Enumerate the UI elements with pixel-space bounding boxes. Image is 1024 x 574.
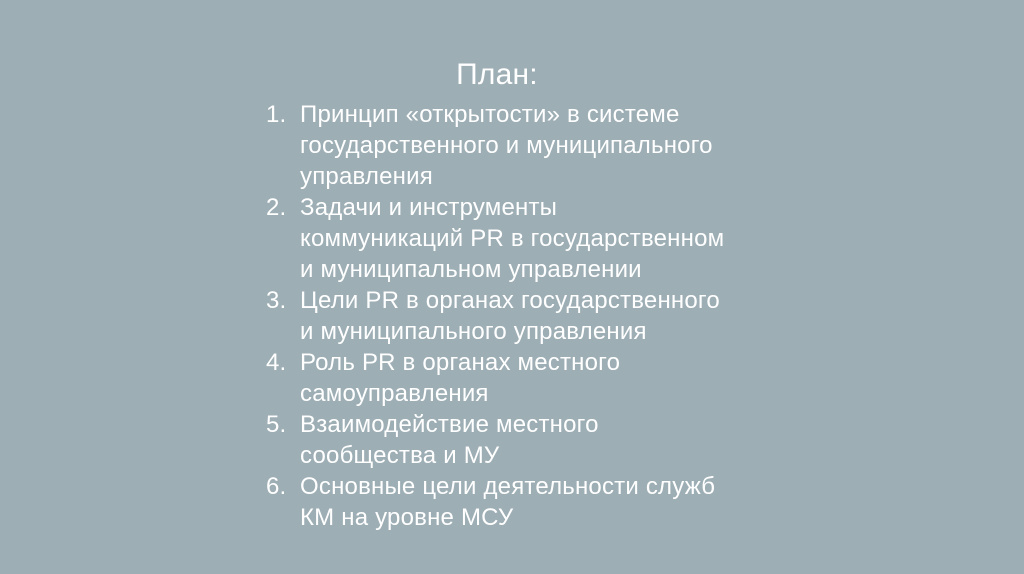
list-item-line: КМ на уровне МСУ [300, 504, 514, 531]
list-item-text [300, 99, 766, 192]
list-item-line: государственного и муниципального [300, 132, 713, 159]
list-item-text [300, 471, 766, 533]
plan-list [266, 99, 766, 533]
list-item-line: Цели PR в органах государственного [300, 287, 720, 314]
plan-list-item [266, 471, 766, 533]
plan-list-item [266, 347, 766, 409]
list-item-text [300, 347, 766, 409]
plan-list-item [266, 99, 766, 192]
plan-list-item [266, 192, 766, 285]
list-item-line: Роль PR в органах местного [300, 349, 621, 376]
list-item-line: Принцип «открытости» в системе [300, 101, 680, 128]
list-item-line: и муниципальном управлении [300, 256, 642, 283]
list-item-line: управления [300, 163, 433, 190]
list-item-number: 4. [266, 349, 287, 376]
list-item-line: и муниципального управления [300, 318, 647, 345]
list-item-text [300, 192, 766, 285]
list-item-line: Основные цели деятельности служб [300, 473, 716, 500]
list-item-line: самоуправления [300, 380, 489, 407]
list-item-text [300, 409, 766, 471]
list-item-number: 2. [266, 194, 287, 221]
slide-title: План: [456, 58, 538, 91]
list-item-number: 6. [266, 473, 287, 500]
list-item-number: 5. [266, 411, 287, 438]
list-item-text [300, 285, 766, 347]
plan-list-item [266, 285, 766, 347]
list-item-number: 1. [266, 101, 287, 128]
list-item-line: Взаимодействие местного [300, 411, 599, 438]
list-item-line: коммуникаций PR в государственном [300, 225, 725, 252]
plan-list-item [266, 409, 766, 471]
list-item-number: 3. [266, 287, 287, 314]
list-item-line: сообщества и МУ [300, 442, 500, 469]
list-item-line: Задачи и инструменты [300, 194, 558, 221]
